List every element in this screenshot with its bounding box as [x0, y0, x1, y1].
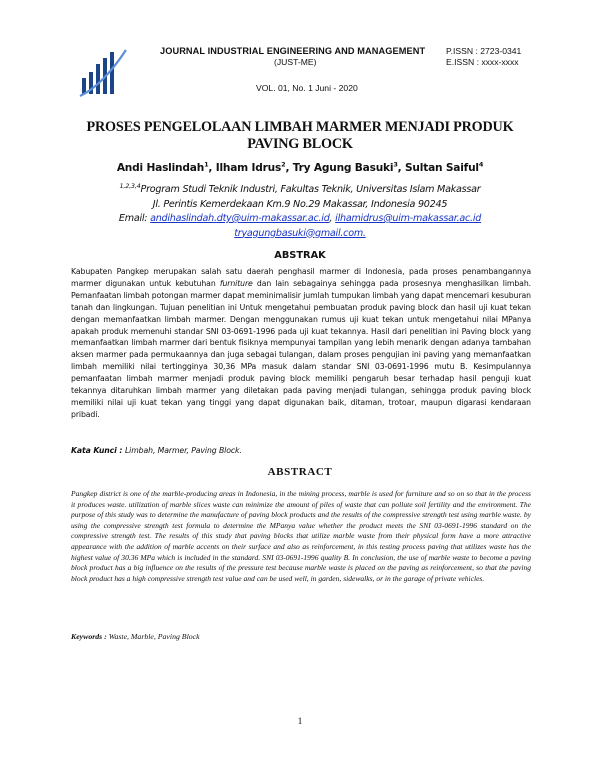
abstrak-heading: ABSTRAK [274, 250, 326, 261]
keywords-label: Keywords : [71, 632, 109, 641]
separator: , [208, 162, 216, 174]
separator: , [285, 162, 293, 174]
email-label: Email: [118, 213, 151, 224]
p-issn: P.ISSN : 2723-0341 [446, 46, 522, 56]
keywords-values: Waste, Marble, Paving Block [108, 632, 200, 641]
email-line [60, 212, 540, 227]
separator: , [329, 213, 336, 224]
journal-name: JOURNAL INDUSTRIAL ENGINEERING AND MANAGEMENT [160, 46, 426, 56]
abstract-body: Pangkep district is one of the marble-producing areas in Indonesia, in the mining process, marble is used for furniture and so on so that in the process it produces waste. utilization of marble slices waste can minimize the amount of piles of waste that can pollute soil fertility and the environment. The purpose of this study was to determine the manufacture of paving block products and the results of the compressive strength test using marble waste. by using the compressive strength test formula to determine the MPanya value whether the product meets the SNI 03-0691-1996 standard on the compressive strength test. The results of this study that paving blocks that utilize marble waste from their physical form have a more attractive appearance with the addition of marble accents on their surface and also as reinforcement, in this testing process paving that utilizes waste has the highest value of 30.36 MPa which is included in the standard. SNI 03-0691-1996 quality B. In conclusion, the use of marble waste to become a paving block product has a big influence on the results of the pressure test because marble waste is placed on the paving as reinforcement, so that the paving block product has a high compressive strength test value and can be used well, in garden, sidewalks, or in the garage of private vehicles. [71, 489, 531, 583]
email-link[interactable]: ilhamidrus@uim-makassar.ac.id [335, 213, 482, 224]
kata-kunci-label: Kata Kunci : [71, 446, 125, 455]
email-line [60, 227, 540, 242]
author-name: Andi Haslindah [116, 162, 205, 174]
author-index: 3 [393, 160, 398, 169]
page-number: 1 [297, 717, 303, 727]
abstrak-text: dan lain sebagainya sehingga pada prosesnya menghasilkan limbah. Pemanfaatan limbah potongan marmer dapat meminimalisir jumlah tumpukan limbah yang dapat mencemari kesuburan tanah dan lingkungan. Tujuan penelitian ini Untuk mengetahui pembuatan produk paving block dan hasil uji kuat tekan dengan memanfaatkan limbah marmer. Dengan menggunakan rumus uji kuat tekan untuk mengetahui nilai MPanya apakah produk memenuhi standar SNI 03-0691-1996 pada uji kuat tekannya. Hasil dari penelitian ini Paving block yang memanfaatkan limbah marmer dari bentuk fisiknya mempunyai tampilan yang lebih menarik dengan adanya tambahan aksen marmer pada permukaannya dan juga sebagai tulangan, dalam proses pengujian ini paving yang memanfaatkan limbah memiliki nilai tertingginya 30,36 MPa masuk dalam standar SNI 03-0691-1996 mutu B. Kesimpulannya pemanfaatan limbah marmer menjadi produk paving block memiliki pengaruh besar terhadap hasil penguji kuat tekannya ditaruhkan limbah marmer yang diletakan pada paving menjadi tulangan, sehingga produk paving block memiliki nilai uji kuat tekan yang tinggi yang dapat digunakan baik, ditaman, trotoar, maupun digarasi kendaraan pribadi. [71, 278, 531, 419]
paper-title: PROSES PENGELOLAAN LIMBAH MARMER MENJADI PRODUK PAVING BLOCK [86, 119, 514, 152]
volume-info: VOL. 01, No. 1 Juni - 2020 [256, 83, 358, 93]
abstrak-italic-term: furniture [219, 278, 253, 288]
email-link[interactable]: tryagungbasuki@gmail.com. [234, 227, 366, 239]
affiliation-block [60, 183, 540, 241]
abstract-heading: ABSTRACT [267, 466, 333, 478]
author-name: Try Agung Basuki [292, 162, 394, 174]
affiliation-index: 1,2,3,4 [119, 181, 141, 190]
journal-abbrev: (JUST-ME) [274, 57, 317, 67]
author-index: 4 [478, 160, 484, 169]
email-link[interactable]: andihaslindah.dty@uim-makassar.ac.id [150, 213, 330, 224]
affiliation-address: Jl. Perintis Kemerdekaan Km.9 No.29 Makassar, Indonesia 90245 [152, 198, 448, 210]
author-index: 1 [204, 160, 209, 169]
author-name: Ilham Idrus [215, 162, 282, 174]
author-name: Sultan Saiful [405, 162, 479, 174]
kata-kunci-values: Limbah, Marmer, Paving Block. [124, 446, 242, 455]
kata-kunci [71, 446, 242, 455]
author-index: 2 [281, 160, 286, 169]
e-issn: E.ISSN : xxxx-xxxx [446, 57, 519, 67]
author-list [40, 162, 560, 174]
keywords [71, 632, 200, 641]
abstrak-body [71, 266, 531, 421]
affiliation-text: Program Studi Teknik Industri, Fakultas Teknik, Universitas Islam Makassar [140, 184, 481, 195]
separator: , [397, 162, 405, 174]
affiliation-program [60, 183, 540, 198]
journal-bar-logo-icon [78, 46, 130, 100]
abstrak-text: Kabupaten Pangkep merupakan salah satu daerah penghasil marmer di Indonesia, pada proses penambangannya marmer digunakan untuk kebutuhan [71, 267, 531, 288]
